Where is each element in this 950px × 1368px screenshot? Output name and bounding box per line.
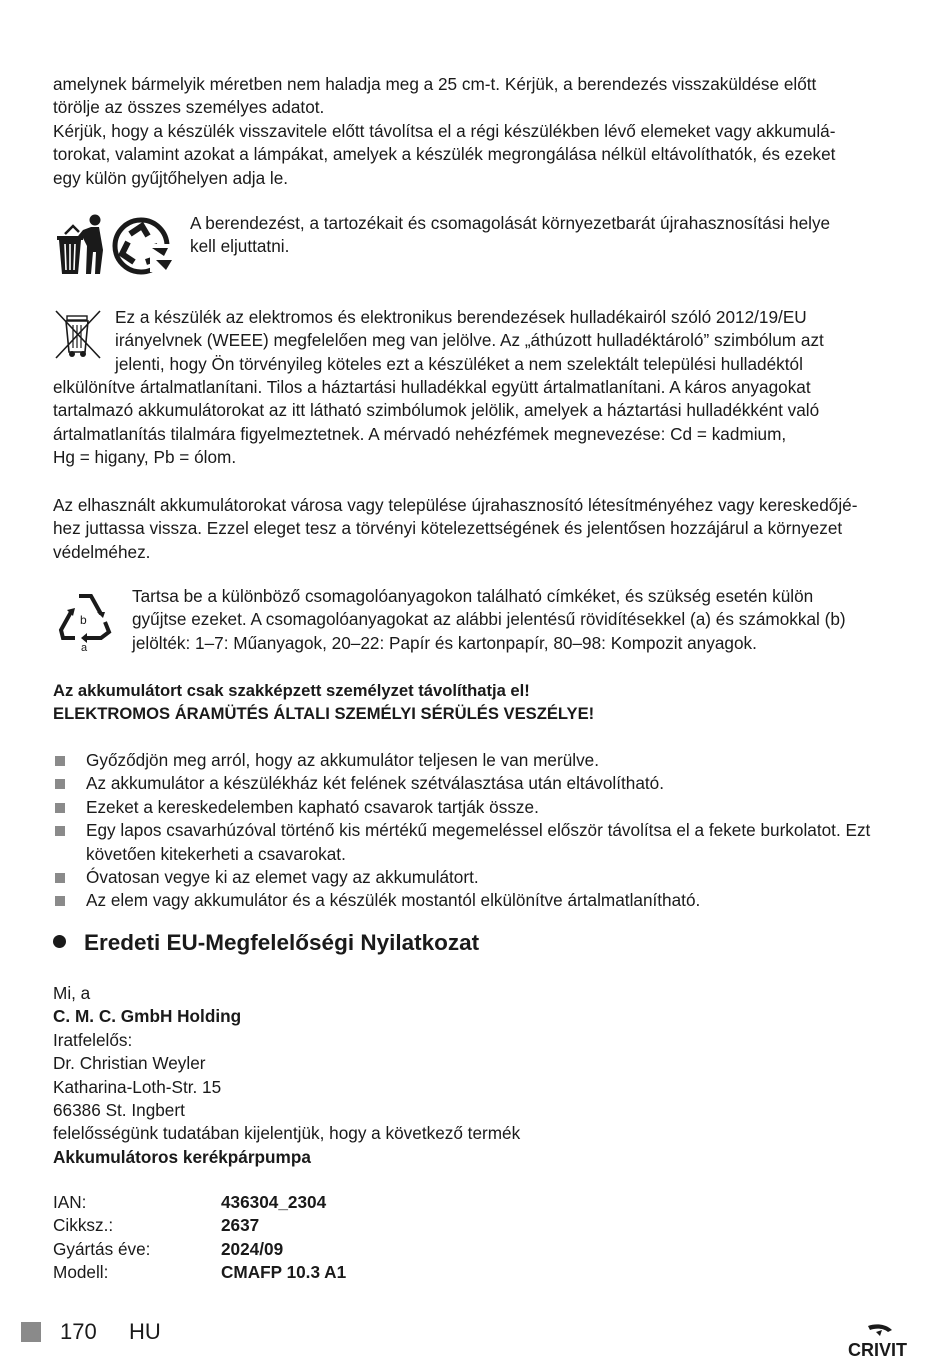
bullet-square-icon xyxy=(55,803,65,813)
packaging-notice xyxy=(132,585,912,655)
list-item-text: Az akkumulátor a készülékház két felének szétválasztása után eltávolítható. xyxy=(86,773,665,794)
warning-line-2: ELEKTROMOS ÁRAMÜTÉS ÁLTALI SZEMÉLYI SÉRÜLÉS VESZÉLYE! xyxy=(53,704,595,724)
packaging-code-a: a xyxy=(81,642,88,654)
weee-notice-continued xyxy=(53,376,903,470)
intro-line: Kérjük, hogy a készülék visszavitele előtt távolítsa el a régi készülékben lévő elemeket vagy akkumulá- xyxy=(53,120,836,141)
list-item xyxy=(53,866,913,889)
intro-line: egy külön gyűjtőhelyen adja le. xyxy=(53,167,289,188)
battery-line: védelméhez. xyxy=(53,541,151,562)
crossed-bin-icon xyxy=(53,308,103,360)
weee-line: jelenti, hogy Ön törvényileg köteles ezt a készüléket a nem szelektált települési hulladéktól xyxy=(115,353,803,374)
intro-line: törölje az összes személyes adatot. xyxy=(53,97,325,118)
field-value-year: 2024/09 xyxy=(221,1239,284,1259)
battery-line: hez juttassa vissza. Ezzel eleget tesz a törvényi kötelezettségének és jelentősen hozzájárul a környezet xyxy=(53,518,843,539)
list-item xyxy=(53,819,913,866)
packaging-line: gyűjtse ezeket. A csomagolóanyagokat az alábbi jelentésű rövidítésekkel (a) és számokkal (b) xyxy=(132,609,846,630)
field-value-article: 2637 xyxy=(221,1215,260,1235)
footer-square-icon xyxy=(21,1322,41,1342)
packaging-code-b: b xyxy=(80,613,87,627)
weee-line: Ez a készülék az elektromos és elektronikus berendezések hulladékairól szóló 2012/19/EU xyxy=(115,307,807,327)
recycle-triangle-icon xyxy=(57,588,113,654)
brand-name: CRIVIT xyxy=(848,1340,908,1360)
bullet-square-icon xyxy=(55,873,65,883)
weee-line: Hg = higany, Pb = ólom. xyxy=(53,447,237,468)
weee-line: ártalmatlanítás tilalmára figyelmeztetnek. A mérvadó nehézfémek megnevezése: Cd = kadmium, xyxy=(53,423,787,444)
intro-line: amelynek bármelyik méretben nem haladja meg a 25 cm-t. Kérjük, a berendezés visszaküldése előtt xyxy=(53,74,817,94)
list-item-text: Egy lapos csavarhúzóval történő kis mértékű megemeléssel először távolítsa el a fekete burkolatot. Ezt követően kitekerheti a csavarokat. xyxy=(86,820,871,864)
battery-line: Az elhasznált akkumulátorokat városa vagy települése újrahasznosító létesítményéhez vagy kereskedőjé- xyxy=(53,495,858,515)
field-label-year: Gyártás éve: xyxy=(53,1239,151,1259)
recycle-notice-line: A berendezést, a tartozékait és csomagolását környezetbarát újrahasznosítási helye xyxy=(190,213,831,233)
recycle-notice-line: kell eljuttatni. xyxy=(190,236,290,257)
page-number: 170 xyxy=(60,1319,97,1344)
list-item xyxy=(53,796,913,819)
section-heading xyxy=(53,928,479,958)
warning-line-1: Az akkumulátort csak szakképzett személyzet távolíthatja el! xyxy=(53,681,530,700)
heading-bullet-icon xyxy=(53,935,66,948)
field-label-ian: IAN: xyxy=(53,1192,87,1212)
weee-line: elkülönítve ártalmatlanítani. Tilos a háztartási hulladékkal együtt ártalmatlanítani. A káros anyagokat xyxy=(53,377,811,397)
field-value-ian: 436304_2304 xyxy=(221,1192,327,1212)
brand-logo xyxy=(846,1322,916,1362)
company-name: C. M. C. GmbH Holding xyxy=(53,1006,242,1027)
product-name: Akkumulátoros kerékpárpumpa xyxy=(53,1146,311,1167)
tidyman-icon xyxy=(55,212,107,276)
packaging-line: jelölték: 1–7: Műanyagok, 20–22: Papír és kartonpapír, 80–98: Kompozit anyagok. xyxy=(132,632,757,653)
bullet-square-icon xyxy=(55,826,65,836)
list-item xyxy=(53,749,913,772)
battery-return-paragraph xyxy=(53,494,903,564)
list-item xyxy=(53,889,913,912)
field-label-article: Cikksz.: xyxy=(53,1215,114,1235)
list-item-text: Győződjön meg arról, hogy az akkumulátor teljesen le van merülve. xyxy=(86,750,600,770)
declaration-we: Mi, a xyxy=(53,983,91,1003)
responsible-label: Iratfelelős: xyxy=(53,1029,133,1050)
list-item-text: Óvatosan vegye ki az elemet vagy az akkumulátort. xyxy=(86,867,479,888)
section-heading-text: Eredeti EU-Megfelelőségi Nyilatkozat xyxy=(84,930,480,955)
bullet-square-icon xyxy=(55,756,65,766)
list-item-text: Ezeket a kereskedelemben kapható csavarok tartják össze. xyxy=(86,796,539,817)
list-item xyxy=(53,772,913,795)
field-label-model: Modell: xyxy=(53,1262,109,1282)
person-name: Dr. Christian Weyler xyxy=(53,1053,206,1074)
field-value-model: CMAFP 10.3 A1 xyxy=(221,1262,347,1282)
weee-notice-indented xyxy=(115,306,915,376)
weee-line: tartalmazó akkumulátorokat az itt látható szimbólumok jelölik, amelyek a háztartási hulladékként való xyxy=(53,400,820,421)
intro-paragraph xyxy=(53,73,903,190)
language-code: HU xyxy=(129,1319,161,1344)
address-street: Katharina-Loth-Str. 15 xyxy=(53,1076,222,1097)
recycle-icon xyxy=(108,214,178,278)
packaging-line: Tartsa be a különböző csomagolóanyagokon található címkéket, és szükség esetén külön xyxy=(132,586,814,606)
declaration-body xyxy=(53,982,903,1169)
intro-line: torokat, valamint azokat a lámpákat, amelyek a készülék megrongálása nélkül eltávolíthatók, és ezeket xyxy=(53,144,836,165)
bullet-square-icon xyxy=(55,779,65,789)
instruction-list xyxy=(53,749,913,913)
bullet-square-icon xyxy=(55,896,65,906)
warning-block xyxy=(53,679,903,726)
recycle-notice xyxy=(190,212,910,259)
list-item-text: Az elem vagy akkumulátor és a készülék mostantól elkülönítve ártalmatlanítható. xyxy=(86,890,701,911)
declaration-statement: felelősségünk tudatában kijelentjük, hogy a következő termék xyxy=(53,1123,521,1144)
weee-line: irányelvnek (WEEE) megfelelően meg van jelölve. Az „áthúzott hulladéktároló” szimbólum azt xyxy=(115,330,824,351)
address-city: 66386 St. Ingbert xyxy=(53,1100,185,1121)
